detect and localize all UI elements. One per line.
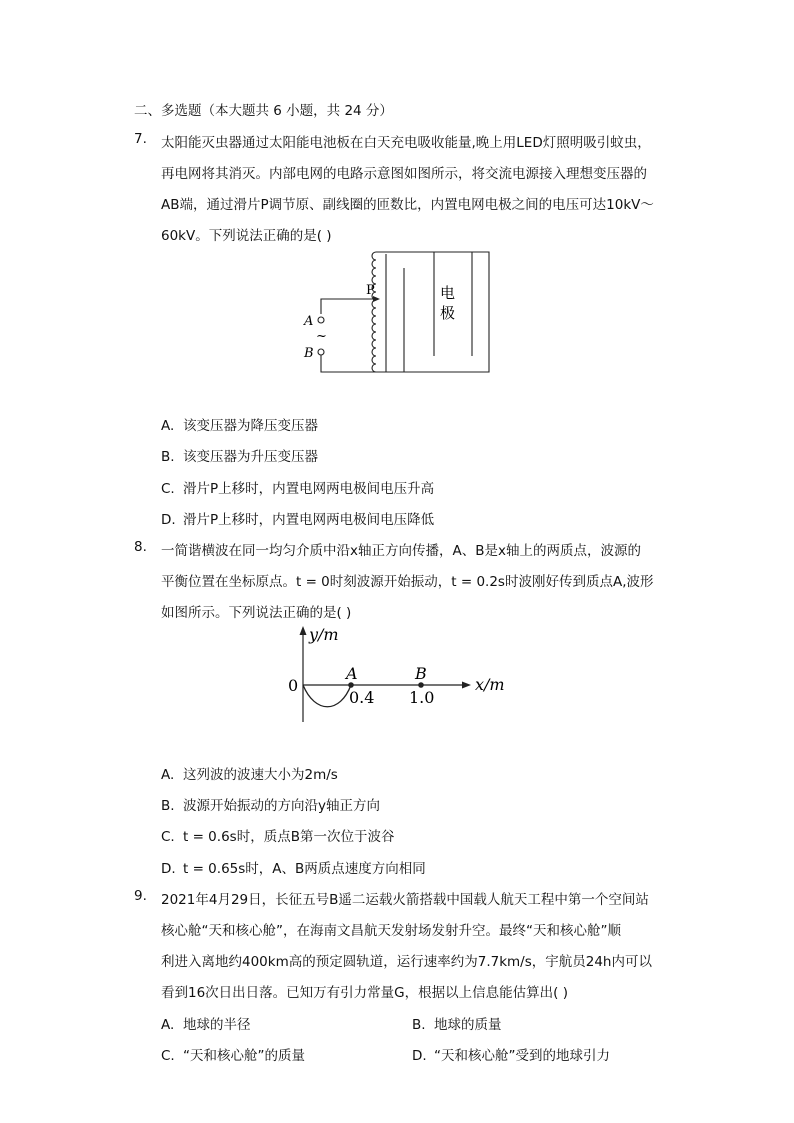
option-text: t = 0.6s时，质点B第一次位于波谷: [183, 829, 395, 845]
primary-coil: [372, 252, 376, 372]
option-d[interactable]: [161, 857, 426, 877]
x-axis-arrowhead: [462, 682, 471, 689]
option-d[interactable]: [161, 508, 434, 528]
waveform-curve: [303, 685, 351, 707]
option-c[interactable]: [161, 825, 394, 845]
electrode-label: 电: [440, 284, 456, 302]
option-c[interactable]: [161, 1044, 305, 1064]
transformer-circuit-figure: [290, 246, 500, 378]
tick-label-a: 0.4: [349, 688, 375, 707]
question-text-line: 利进入离地约400km高的预定圆轨道，运行速率约为7.7km/s，宇航员24h内可以: [161, 954, 652, 970]
option-letter: A.: [161, 767, 175, 783]
origin-label: 0: [288, 676, 299, 695]
point-b: [418, 682, 424, 688]
option-text: 地球的半径: [183, 1017, 251, 1033]
option-letter: C.: [161, 481, 175, 497]
question-text-line: 平衡位置在坐标原点。t = 0时刻波源开始振动，t = 0.2s时波刚好传到质点A,波形: [161, 574, 654, 590]
option-letter: D.: [161, 512, 176, 528]
option-letter: A.: [161, 1017, 175, 1033]
option-letter: D.: [412, 1048, 427, 1064]
slider-p-label: P: [366, 283, 375, 298]
option-text: 这列波的波速大小为2m/s: [183, 767, 338, 783]
tick-label-b: 1.0: [409, 688, 435, 707]
option-text: “天和核心舱”的质量: [183, 1048, 305, 1064]
option-d[interactable]: [412, 1044, 610, 1064]
question-number: 8.: [134, 539, 147, 555]
option-b[interactable]: [412, 1013, 502, 1033]
section-title: 二、多选题（本大题共 6 小题，共 24 分）: [134, 103, 393, 119]
point-b-label: B: [415, 664, 427, 683]
terminal-a-label: A: [304, 314, 314, 329]
point-a: [348, 682, 354, 688]
y-axis-label: y/m: [309, 625, 339, 644]
y-axis-arrowhead: [300, 626, 307, 635]
terminal-b-label: B: [304, 346, 314, 361]
option-b[interactable]: [161, 445, 318, 465]
ac-source-symbol: ~: [316, 329, 327, 344]
terminal-b: [318, 349, 324, 355]
option-text: 地球的质量: [434, 1017, 502, 1033]
option-b[interactable]: [161, 794, 380, 814]
option-letter: B.: [161, 449, 175, 465]
question-text-line: 如图所示。下列说法正确的是( ): [161, 605, 352, 621]
option-letter: B.: [161, 798, 175, 814]
question-text-line: 核心舱“天和核心舱”，在海南文昌航天发射场发射升空。最终“天和核心舱”顺: [161, 923, 621, 939]
option-text: 滑片P上移时，内置电网两电极间电压降低: [183, 512, 435, 528]
option-a[interactable]: [161, 763, 338, 783]
option-text: 该变压器为降压变压器: [183, 418, 318, 434]
option-a[interactable]: [161, 1013, 251, 1033]
question-text-line: AB端，通过滑片P调节原、副线圈的匝数比，内置电网电极之间的电压可达10kV～: [161, 197, 654, 213]
question-text-line: 60kV。下列说法正确的是( ): [161, 228, 332, 244]
option-letter: C.: [161, 1048, 175, 1064]
wave-graph-figure: [285, 624, 515, 726]
question-text-line: 一简谐横波在同一均匀介质中沿x轴正方向传播，A、B是x轴上的两质点，波源的: [161, 543, 641, 559]
slider-p-wire: [321, 299, 376, 314]
point-a-label: A: [346, 664, 358, 683]
option-letter: A.: [161, 418, 175, 434]
x-axis-label: x/m: [475, 675, 505, 694]
option-letter: D.: [161, 861, 176, 877]
question-text-line: 2021年4月29日，长征五号B遥二运载火箭搭载中国载人航天工程中第一个空间站: [161, 892, 649, 908]
electrode-label: 极: [440, 304, 456, 322]
option-letter: C.: [161, 829, 175, 845]
question-text-line: 太阳能灭虫器通过太阳能电池板在白天充电吸收能量,晚上用LED灯照明吸引蚊虫，: [161, 135, 651, 151]
terminal-b-wire: [321, 355, 376, 372]
question-number: 9.: [134, 888, 147, 904]
option-a[interactable]: [161, 414, 318, 434]
option-text: “天和核心舱”受到的地球引力: [434, 1048, 610, 1064]
option-text: 波源开始振动的方向沿y轴正方向: [183, 798, 380, 814]
question-number: 7.: [134, 131, 147, 147]
question-text-line: 再电网将其消灭。内部电网的电路示意图如图所示，将交流电源接入理想变压器的: [161, 166, 647, 182]
terminal-a: [318, 317, 324, 323]
option-text: t = 0.65s时，A、B两质点速度方向相同: [183, 861, 426, 877]
option-text: 该变压器为升压变压器: [183, 449, 318, 465]
option-c[interactable]: [161, 477, 434, 497]
question-text-line: 看到16次日出日落。已知万有引力常量G，根据以上信息能估算出( ): [161, 985, 568, 1001]
option-letter: B.: [412, 1017, 426, 1033]
option-text: 滑片P上移时，内置电网两电极间电压升高: [183, 481, 435, 497]
